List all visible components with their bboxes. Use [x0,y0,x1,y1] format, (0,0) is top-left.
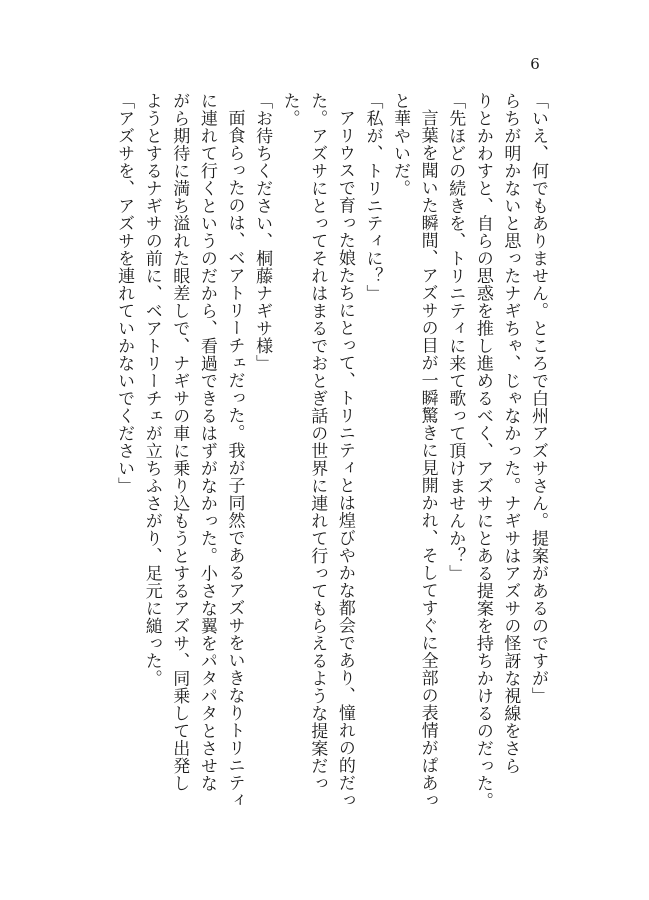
text-line: がら期待に満ち溢れた眼差しで、ナギサの車に乗り込もうとするアズサ、同乗して出発し [169,92,190,792]
text-line: に連れて行くというのだから、看過できるはずがなかった。小さな翼をパタパタとさせな [196,92,217,792]
page-number: 6 [530,55,540,73]
text-line: た。アズサにとってそれはまるでおとぎ話の世界に連れて行ってもらえるような提案だっ [307,92,328,792]
text-line: 「私が、トリニティに？」 [362,92,383,302]
novel-body-text [114,92,551,812]
text-line: りとかわすと、自らの思惑を推し進めるべく、アズサにとある提案を持ちかけるのだった。 [472,92,493,810]
text-line: た。 [279,92,300,127]
text-line [220,92,248,812]
text-line-content: 面食らったのは、ベアトリーチェだった。我が子同然であるアズサをいきなりトリニティ [224,109,245,809]
text-line: 「お待ちください、桐藤ナギサ様」 [252,92,273,372]
text-line [413,92,441,812]
text-line-content: アリウスで育った娘たちにとって、トリニティとは煌びやかな都会であり、憧れの的だっ [334,109,355,809]
text-line-content: 言葉を聞いた瞬間、アズサの目が一瞬驚きに見開かれ、そしてすぐに全部の表情がぱあっ [417,109,438,809]
text-line: 「いえ、何でもありません。ところで白州アズサさん。提案があるのですが」 [528,92,548,705]
text-line: ようとするナギサの前に、ベアトリーチェが立ちふさがり、足元に縋った。 [141,92,162,687]
text-line: と華やいだ。 [390,92,411,197]
text-line: 「アズサを、アズサを連れていかないでください」 [114,92,135,495]
text-line: 「先ほどの続きを、トリニティに来て歌って頂けませんか？」 [445,92,466,582]
text-line [330,92,358,812]
text-line: らちが明かないと思ったナギちゃ、じゃなかった。ナギサはアズサの怪訝な視線をさら [500,92,521,775]
